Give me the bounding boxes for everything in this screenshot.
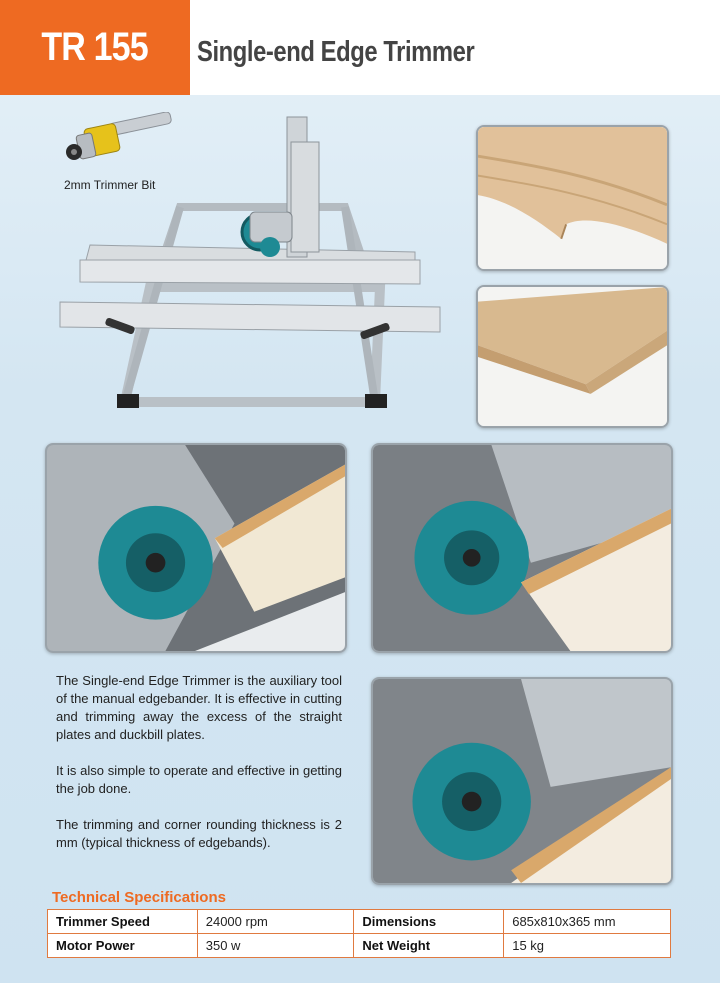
specs-table xyxy=(47,909,671,958)
model-code: TR 155 xyxy=(41,25,149,69)
description-paragraph: It is also simple to operate and effective in getting the job done. xyxy=(56,763,342,796)
product-title: Single-end Edge Trimmer xyxy=(197,36,475,68)
spec-value: 24000 rpm xyxy=(197,910,354,934)
specs-heading: Technical Specifications xyxy=(52,889,226,906)
product-description xyxy=(56,672,342,870)
trimming-closeup-photo-3 xyxy=(371,677,673,885)
description-paragraph: The trimming and corner rounding thickness is 2 mm (typical thickness of edgebands). xyxy=(56,817,342,850)
spec-value: 350 w xyxy=(197,934,354,958)
table-row xyxy=(48,934,671,958)
spec-label: Motor Power xyxy=(48,934,198,958)
trimming-closeup-photo-2 xyxy=(371,443,673,653)
model-badge xyxy=(0,0,190,95)
spec-label: Net Weight xyxy=(354,934,504,958)
spec-label: Trimmer Speed xyxy=(48,910,198,934)
edge-trimmer-machine-image xyxy=(55,112,450,417)
spec-value: 685x810x365 mm xyxy=(504,910,671,934)
trimming-closeup-photo-1 xyxy=(45,443,347,653)
edged-board-photo xyxy=(476,285,669,428)
description-paragraph: The Single-end Edge Trimmer is the auxiliary tool of the manual edgebander. It is effective in cutting and trimming away the excess of the straight plates and duckbill plates. xyxy=(56,673,342,742)
table-row xyxy=(48,910,671,934)
spec-value: 15 kg xyxy=(504,934,671,958)
trimmer-bit-caption: 2mm Trimmer Bit xyxy=(64,178,156,192)
edgeband-roll-photo xyxy=(476,125,669,271)
page-header xyxy=(0,0,720,95)
spec-label: Dimensions xyxy=(354,910,504,934)
